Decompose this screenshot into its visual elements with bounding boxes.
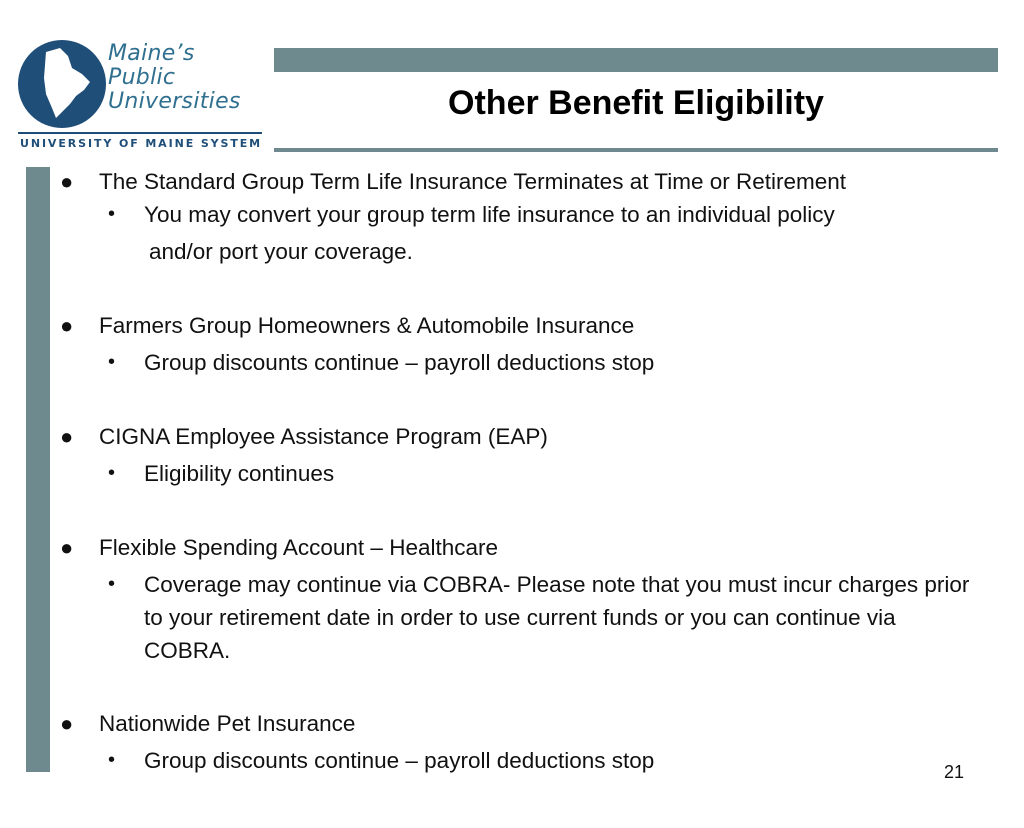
slide-title: Other Benefit Eligibility (448, 84, 824, 122)
logo-line-3: Universities (108, 89, 241, 114)
logo-line-2: Public (108, 65, 176, 90)
bullet-icon: ● (60, 169, 74, 194)
bullet-icon: • (108, 573, 116, 595)
list-item (60, 165, 990, 268)
bullet-icon: • (108, 351, 116, 373)
sub-item-text: You may convert your group term life insurance to an individual policy (144, 202, 835, 227)
sub-item-continuation: and/or port your coverage. (149, 239, 413, 264)
list-item (60, 707, 990, 777)
item-text: Farmers Group Homeowners & Automobile Insurance (99, 313, 635, 338)
bullet-icon: ● (60, 313, 74, 338)
bullet-icon: ● (60, 711, 74, 736)
item-text: CIGNA Employee Assistance Program (EAP) (99, 424, 548, 449)
bullet-icon: • (108, 203, 116, 225)
maine-universities-logo (14, 36, 264, 152)
page-number: 21 (943, 762, 965, 782)
logo-line-1: Maine’s (108, 41, 195, 66)
sub-item-text: Group discounts continue – payroll deductions stop (144, 350, 655, 375)
sub-item-text: Group discounts continue – payroll deductions stop (144, 748, 655, 773)
list-item (60, 420, 990, 490)
bullet-icon: ● (60, 535, 74, 560)
slide-content (60, 165, 990, 777)
logo-subtitle: UNIVERSITY OF MAINE SYSTEM (20, 137, 263, 150)
sub-item-text: Coverage may continue via COBRA- Please note that you must incur charges prior to your retirement date in order to use current funds or you can continue via COBRA. (144, 572, 970, 663)
logo-wordmark (108, 42, 241, 114)
item-text: The Standard Group Term Life Insurance Terminates at Time or Retirement (99, 169, 847, 194)
logo-divider (18, 132, 262, 134)
sub-item-text: Eligibility continues (144, 461, 335, 486)
item-text: Nationwide Pet Insurance (99, 711, 356, 736)
bullet-icon: • (108, 462, 116, 484)
list-item (60, 309, 990, 379)
header-bar (274, 48, 998, 72)
bullet-icon: • (108, 749, 116, 771)
maine-map-icon (16, 38, 108, 130)
left-accent-bar (26, 167, 50, 772)
item-text: Flexible Spending Account – Healthcare (99, 535, 499, 560)
title-underline (274, 148, 998, 152)
list-item (60, 531, 990, 667)
bullet-icon: ● (60, 424, 74, 449)
